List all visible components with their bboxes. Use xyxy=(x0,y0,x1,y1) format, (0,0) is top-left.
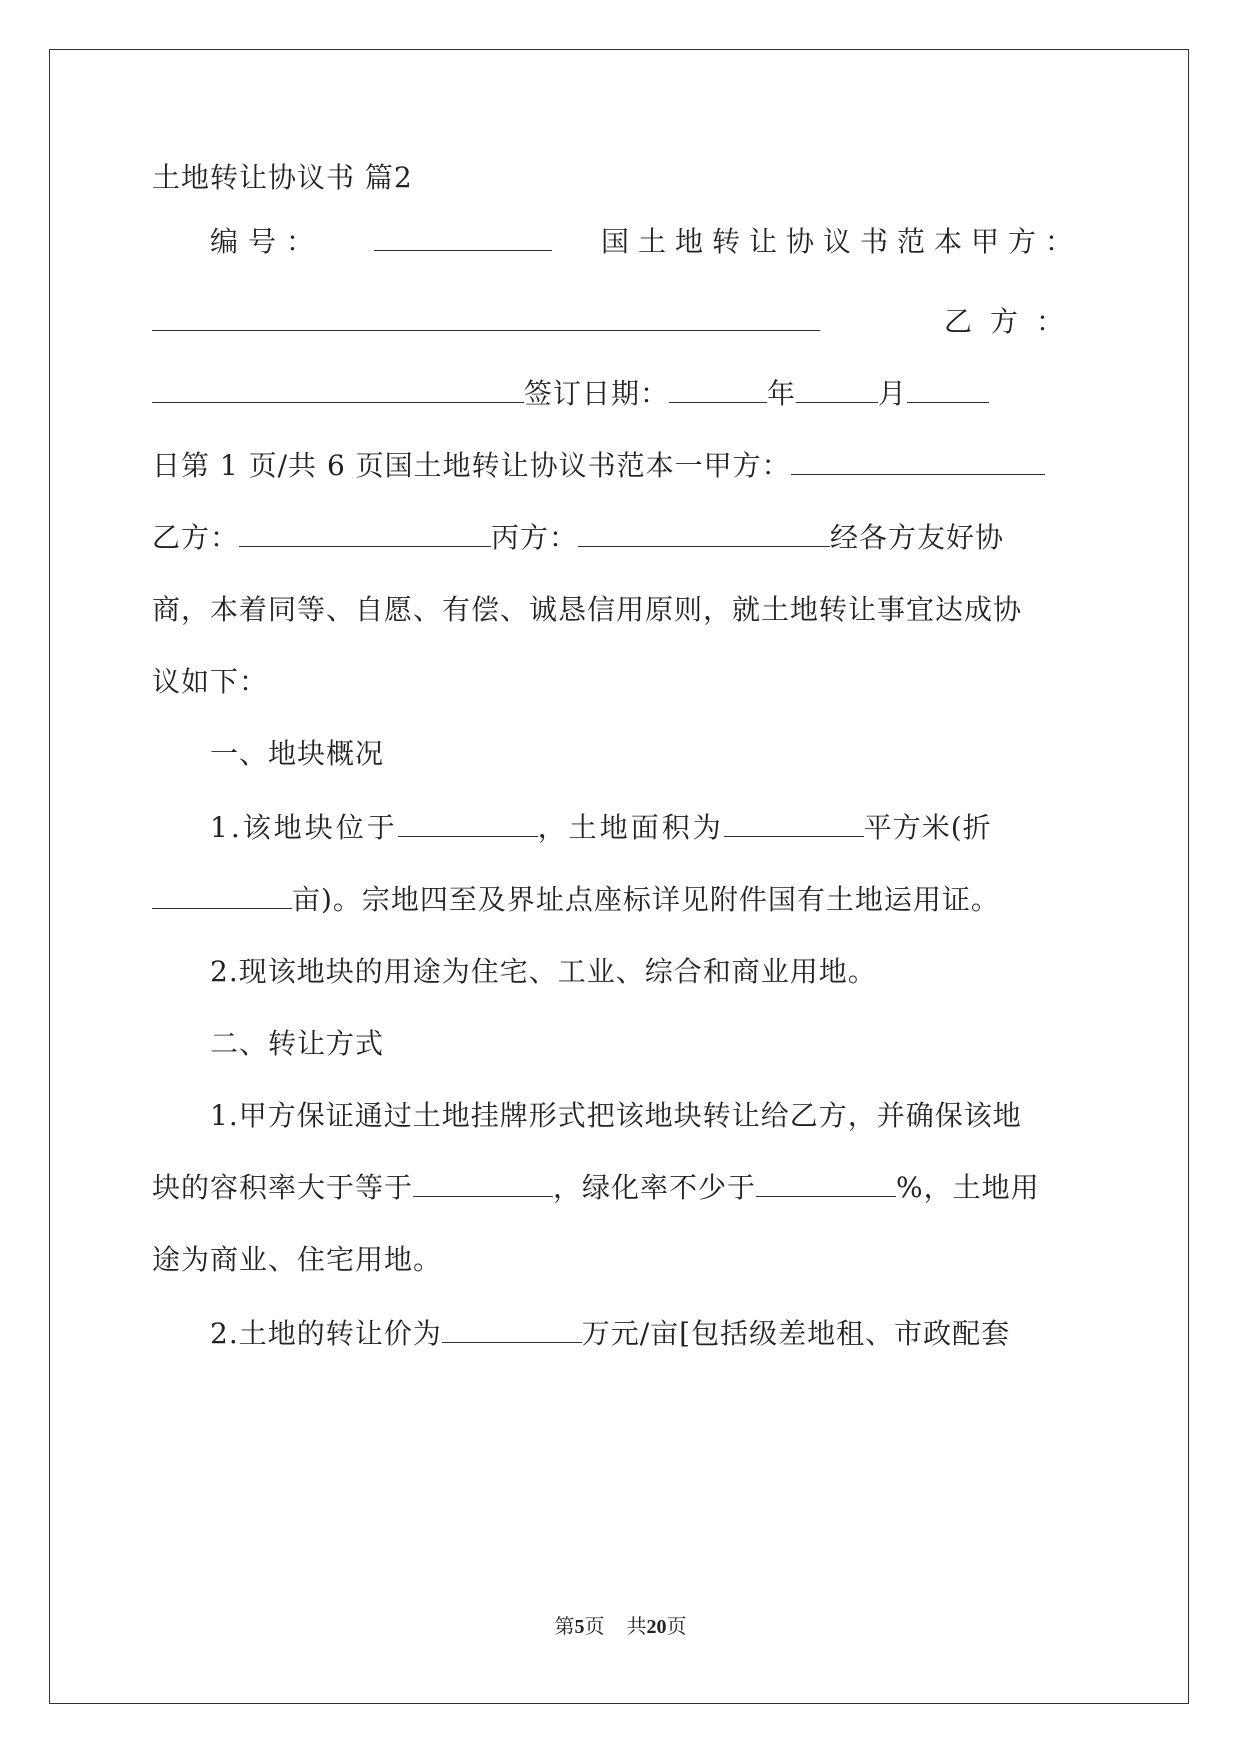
item-2-1-end: 途为商业、住宅用地。 xyxy=(152,1243,443,1276)
item-2-1-continued xyxy=(152,1168,1082,1208)
item-1-1 xyxy=(152,808,1140,848)
footer-total-prefix: 共 xyxy=(626,1616,647,1638)
green-ratio-label: ，绿化率不少于 xyxy=(553,1171,757,1204)
number-label: 编号： xyxy=(210,225,325,258)
year-blank xyxy=(669,378,767,403)
party-b-label-2: 乙方： xyxy=(152,521,240,554)
land-use-label: %，土地用 xyxy=(896,1171,1040,1204)
section-2-heading: 二、转让方式 xyxy=(210,1027,385,1060)
footer-page-number: 5 xyxy=(574,1616,585,1638)
party-b-blank-2 xyxy=(239,522,491,547)
month-label: 月 xyxy=(878,377,908,410)
item-1-1-continued xyxy=(152,880,1082,920)
number-line xyxy=(152,222,1082,262)
number-blank xyxy=(374,226,552,251)
sign-date-line xyxy=(152,374,1082,414)
item-1-2: 2.现该地块的用途为住宅、工业、综合和商业用地。 xyxy=(210,955,877,988)
party-c-blank xyxy=(578,522,830,547)
party-b-blank xyxy=(152,378,524,403)
agreement-heading: 国土地转让协议书范本甲方： xyxy=(600,225,1082,258)
item-2-2 xyxy=(152,1314,1140,1354)
footer-total-label: 页 xyxy=(666,1616,687,1638)
year-label: 年 xyxy=(767,377,797,410)
month-blank xyxy=(796,378,878,403)
price-blank xyxy=(442,1318,582,1343)
green-ratio-blank xyxy=(756,1172,896,1197)
negotiation-text: 经各方友好协 xyxy=(830,521,1005,554)
agreed-line xyxy=(152,662,1082,702)
price-label: 2.土地的转让价为 xyxy=(210,1317,442,1350)
page-footer xyxy=(0,1610,1241,1639)
principle-text: 商，本着同等、自愿、有偿、诚恳信用原则，就土地转让事宜达成协 xyxy=(152,593,1023,626)
principle-line xyxy=(152,590,1082,630)
page-border xyxy=(49,49,1189,1704)
item-1-1-continued-text: 亩)。宗地四至及界址点座标详见附件国有土地运用证。 xyxy=(292,883,1000,916)
section-1-heading: 一、地块概况 xyxy=(210,737,385,770)
party-a-blank-2 xyxy=(791,450,1045,475)
party-a-blank xyxy=(152,306,820,331)
price-unit-text: 万元/亩[包括级差地租、市政配套 xyxy=(581,1317,1011,1350)
item-2-1: 1.甲方保证通过土地挂牌形式把该地块转让给乙方，并确保该地 xyxy=(210,1099,1022,1132)
footer-page-label: 页 xyxy=(584,1616,605,1638)
plot-ratio-label: 块的容积率大于等于 xyxy=(152,1171,414,1204)
document-title: 土地转让协议书 篇2 xyxy=(152,161,413,194)
sign-date-label: 签订日期： xyxy=(524,377,670,410)
footer-total-pages: 20 xyxy=(646,1616,667,1638)
party-b-label: 乙方： xyxy=(943,305,1082,338)
footer-prefix: 第 xyxy=(554,1616,575,1638)
item-1-1-location-label: 1.该地块位于 xyxy=(210,811,398,844)
parties-line xyxy=(152,518,1082,558)
page-ref-line xyxy=(152,446,1082,486)
area-blank xyxy=(724,812,864,837)
day-blank xyxy=(907,378,989,403)
item-1-1-area-label: ，土地面积为 xyxy=(537,811,724,844)
party-b-line xyxy=(152,302,1082,342)
mu-blank xyxy=(152,884,292,909)
party-c-label: 丙方： xyxy=(491,521,579,554)
plot-ratio-blank xyxy=(413,1172,553,1197)
page-ref-text: 日第 1 页/共 6 页国土地转让协议书范本一甲方： xyxy=(152,449,791,482)
location-blank xyxy=(398,812,538,837)
agreed-text: 议如下： xyxy=(152,665,269,698)
item-1-1-unit: 平方米(折 xyxy=(863,811,992,844)
